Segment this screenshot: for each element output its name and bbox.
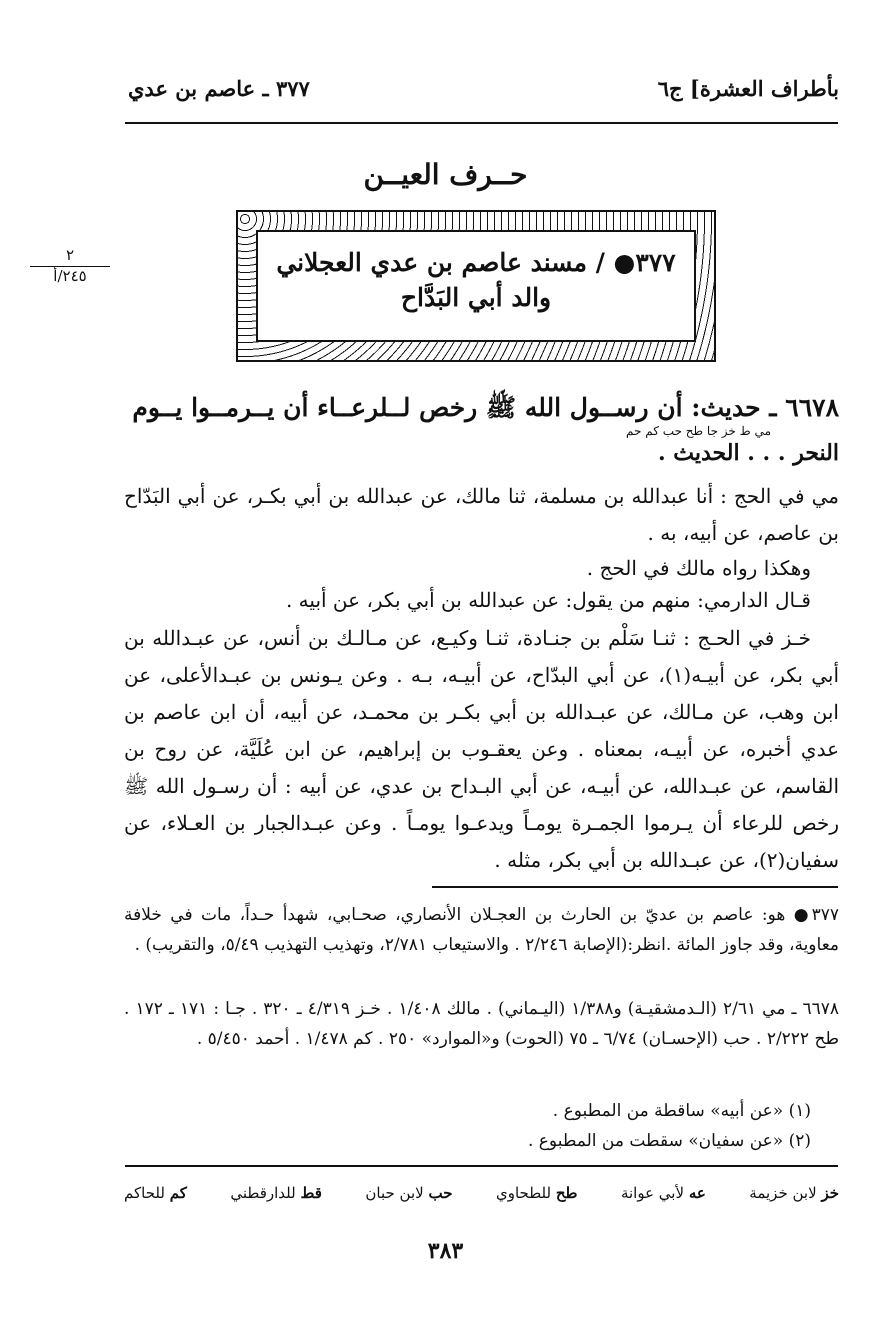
legend-item: حب لابن حبان: [365, 1184, 453, 1202]
hadith-paragraph-1: مي في الحج : أنا عبدالله بن مسلمة، ثنا مالك، عن عبدالله بن أبي بكـر، عن أبي البَدّاح بن عاصم، عن أبيه، به .: [124, 484, 839, 545]
footnote-note-1: (١) «عن أبيه» ساقطة من المطبوع .: [552, 1101, 811, 1121]
legend-item: خز لابن خزيمة: [749, 1184, 839, 1202]
margin-ref-volume: ٢: [30, 246, 110, 267]
legend-item: كم للحاكم: [124, 1184, 187, 1202]
hadith-paragraph-2: وهكذا رواه مالك في الحج .: [586, 556, 811, 580]
footnote-biography: ٣٧٧● هو: عاصم بن عديّ بن الحارث بن العجـلان الأنصاري، صحـابي، شهدأ حـداً، مات في خلافة معاوية، وقد جاوز المائة .انظر:(الإصابة ٢/٢٤٦ . والاستيعاب ٢/٧٨١، وتهذيب التهذيب ٥/٤٩، والتقريب) .: [124, 905, 839, 955]
hadith-lead: ٦٦٧٨ ـ حديث: أن رســول الله ﷺ رخص لــلرعــاء أن يــرمــوا يــوم: [132, 393, 839, 422]
running-header-left: ٣٧٧ ـ عاصم بن عدي: [128, 76, 310, 101]
margin-ref-folio: ٢٤٥/أ: [53, 267, 87, 285]
footnote-rule: [432, 886, 838, 888]
chapter-title: حــرف العيــن: [363, 158, 528, 191]
legend-item: عه لأبي عوانة: [620, 1184, 706, 1202]
hadith-paragraph-3: قـال الدارمي: منهم من يقول: عن عبدالله بن أبي بكر، عن أبيه .: [285, 588, 811, 612]
manuscript-margin-reference: [30, 246, 110, 285]
bottom-rule: [125, 1165, 838, 1167]
legend-item: قط للدارقطني: [230, 1184, 322, 1202]
musnad-title: ٣٧٧● / مسند عاصم بن عدي العجلاني: [276, 248, 676, 277]
musnad-title-box: [256, 230, 696, 342]
page-number: ٣٨٣: [427, 1238, 464, 1264]
hadith-paragraph-4: خـز في الحـج : ثنـا سَلْم بن جنـادة، ثنـا وكيـع، عن مـالـك بن أنس، عن عبـدالله بن أبي بكر، عن أبيـه(١)، عن أبي البدّاح، عن أبيـه، بـه . وعن يـونس بن عبـدالأعلى، عن ابن وهب، عن مـالك، عن عبـدالله بن أبي بكـر بن محمـد، عن أبيه، أن ابن عاصم بن عدي أخبره، عن أبيـه، بمعناه . وعن يعقـوب بن إبراهيم، عن ابن عُلَيَّة، عن روح بن القاسم، عن عبـدالله، عن أبيـه، عن أبي البـداح بن عدي، عن أبيه : أن رسـول الله ﷺ رخص للرعاء أن يـرموا الجمـرة يومـاً ويدعـوا يومـاً . وعن عبـدالجبار بن العـلاء، عن سفيان(٢)، عن عبـدالله بن أبي بكر، مثله .: [124, 626, 839, 872]
footnote-references: ٦٦٧٨ ـ مي ٢/٦١ (الـدمشقيـة) و١/٣٨٨ (اليـماني) . مالك ١/٤٠٨ . خـز ٤/٣١٩ ـ ٣٢٠ . جـا : ١٧١ ـ ١٧٢ . طح ٢/٢٢٢ . حب (الإحسـان) ٦/٧٤ ـ ٧٥ (الحوت) و«الموارد» ٢٥٠ . كم ١/٤٧٨ . أحمد ٥/٤٥٠ .: [124, 999, 840, 1049]
abbreviation-legend: [124, 1184, 839, 1202]
musnad-ornamental-frame: [236, 210, 716, 362]
hadith-sigla: مي ط خز جا طح حب كم حم: [626, 424, 771, 438]
musnad-subtitle: والد أبي البَدَّاح: [400, 283, 552, 312]
header-rule: [125, 122, 838, 124]
hadith-lead-end: النحر . . . الحديث .: [657, 440, 839, 466]
footnote-note-2: (٢) «عن سفيان» سقطت من المطبوع .: [527, 1131, 811, 1151]
legend-item: طح للطحاوي: [495, 1184, 578, 1202]
running-header-right: بأطراف العشرة] ج٦: [657, 76, 839, 101]
